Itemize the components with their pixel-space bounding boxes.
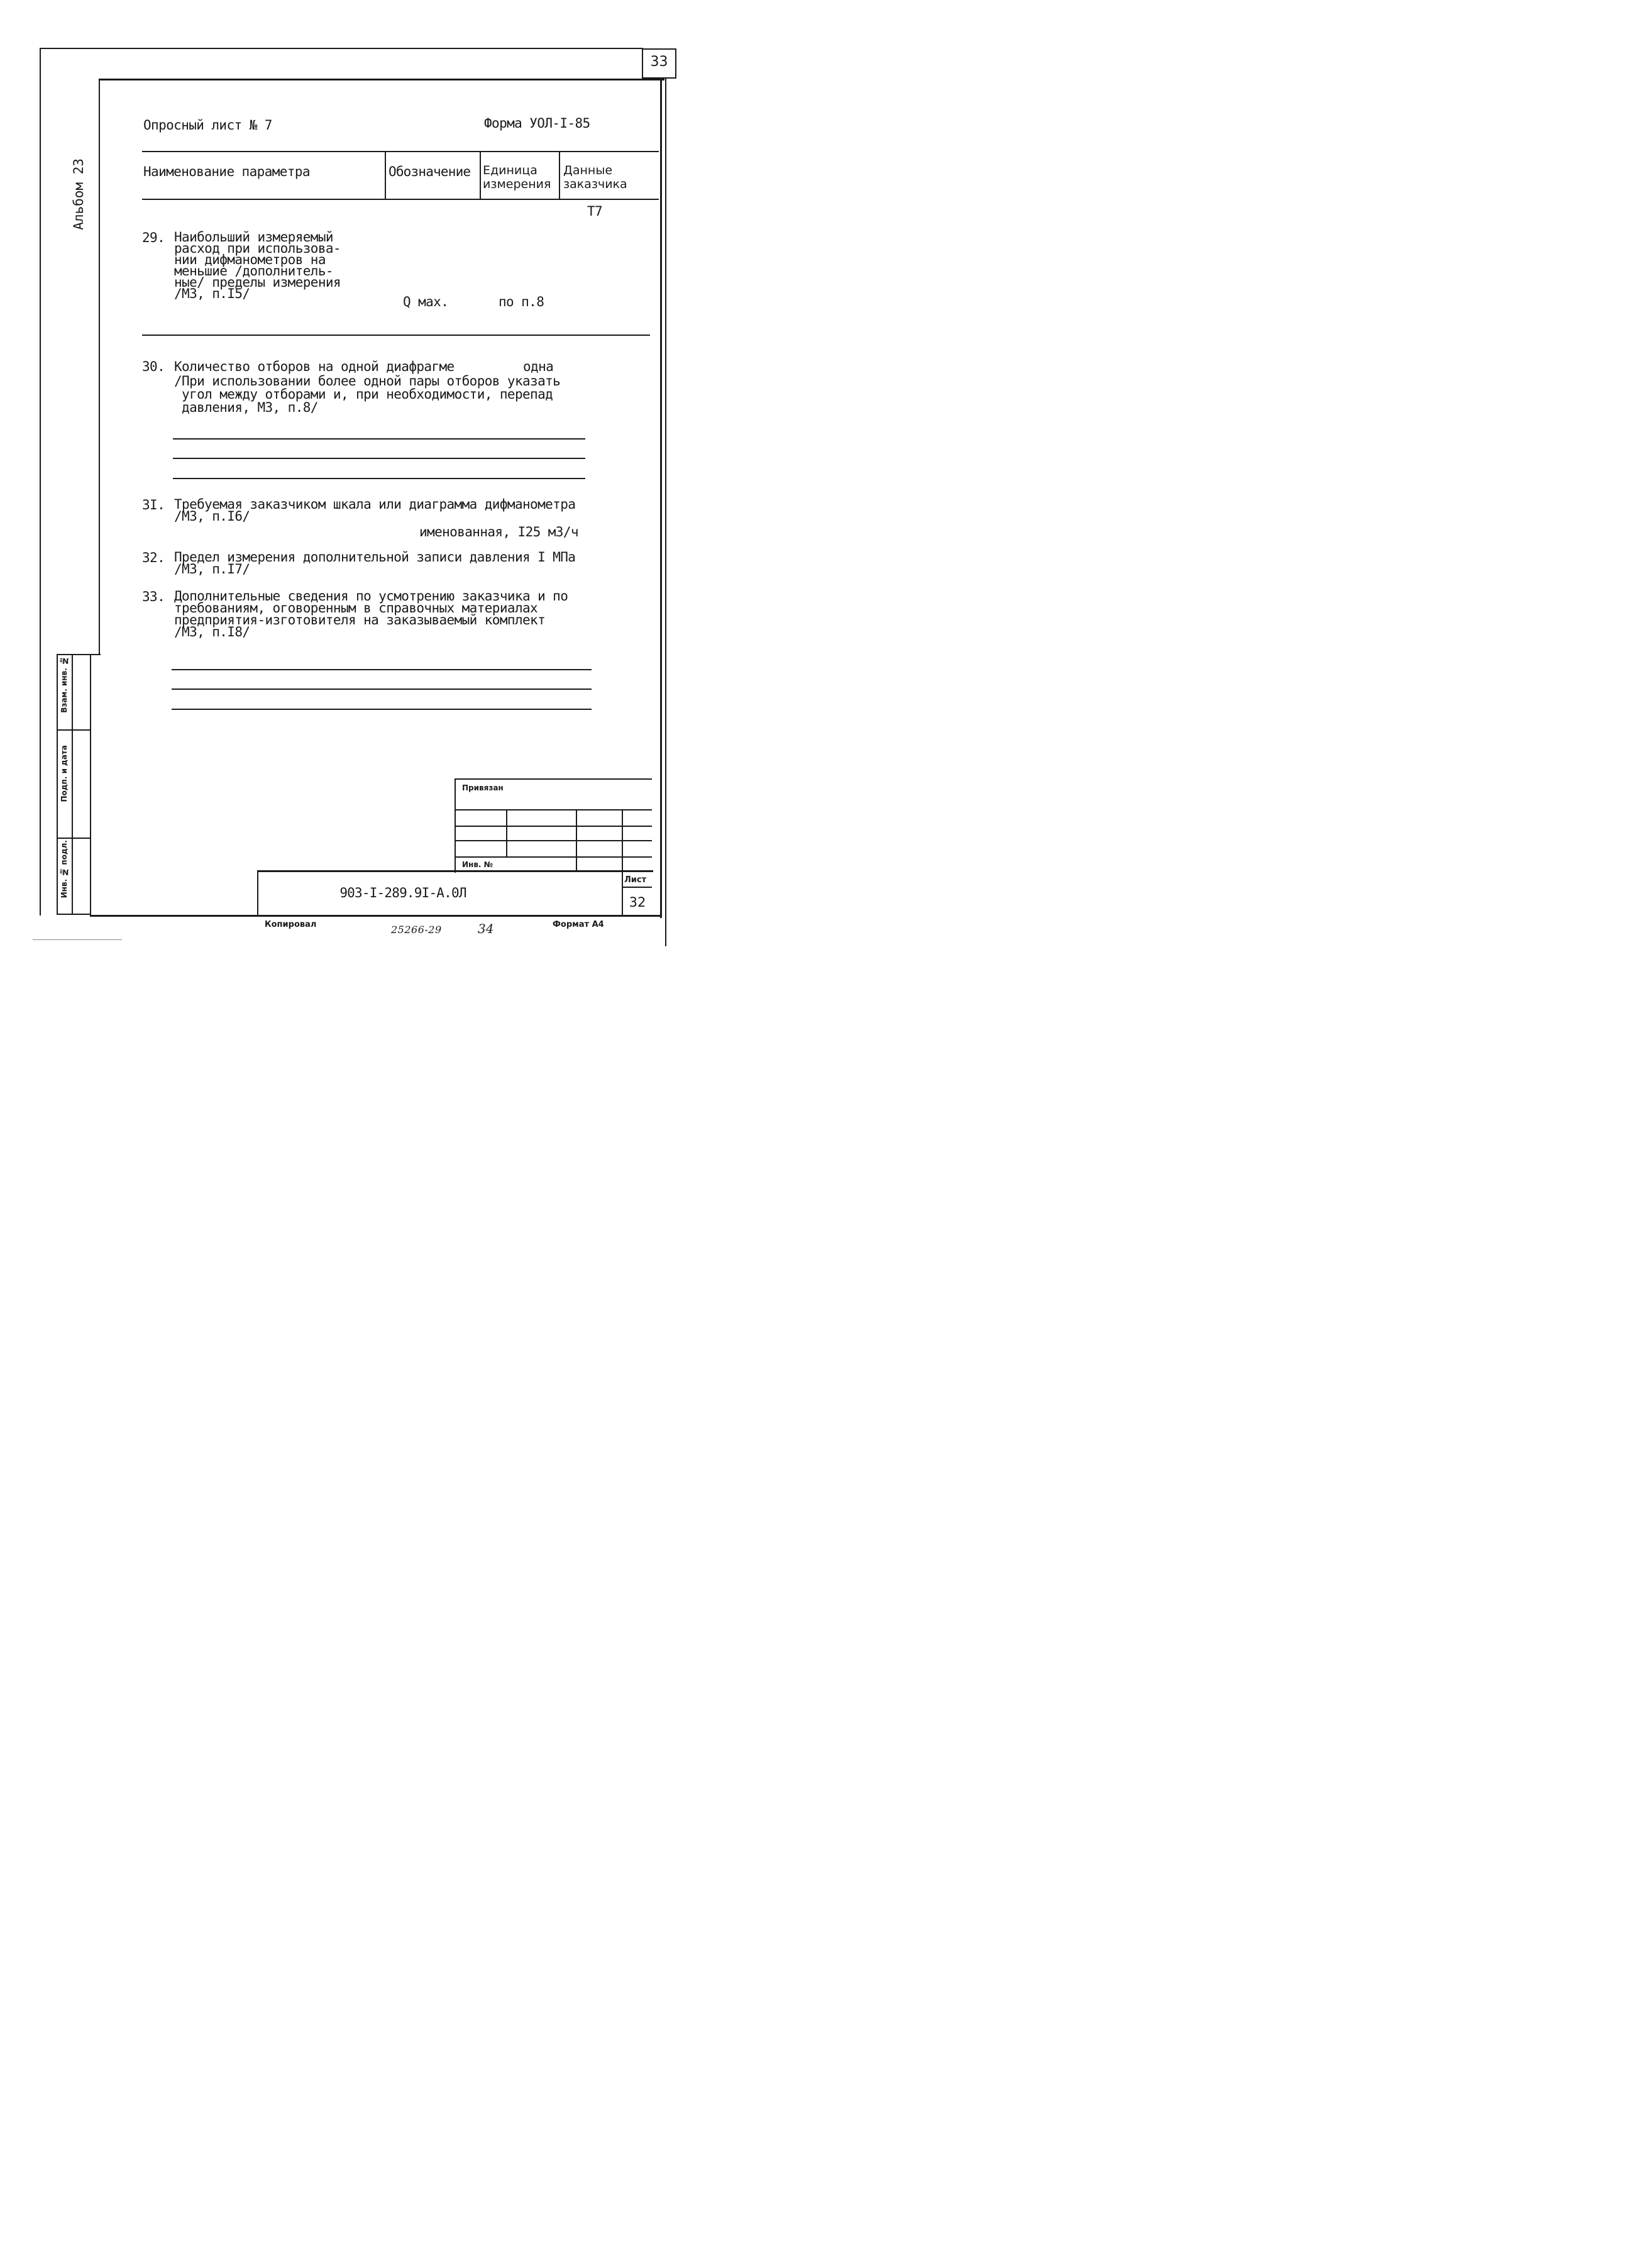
frame-inner-left-line [99, 79, 100, 654]
document-code: 903-I-289.9I-А.0Л [339, 885, 466, 900]
frame-inner-top-line [100, 79, 664, 80]
side-stamp-vzam-inv: Взам. инв. № [60, 656, 69, 713]
item-29-line: ные/ пределы измерения [174, 275, 341, 290]
privyazan-label: Привязан [462, 783, 504, 792]
item-29-value: по п.8 [499, 294, 544, 309]
item-32-line: Предел измерения дополнительной записи давления I МПа [174, 550, 576, 565]
t7-label: Т7 [587, 204, 603, 219]
item-30-number: 30. [142, 359, 165, 374]
item-32-line: /М3, п.I7/ [174, 561, 250, 577]
scan-artifact-line [33, 939, 122, 940]
item-30-line: угол между отборами и, при необходимости, перепад [174, 387, 553, 402]
item-30-line: давления, М3, п.8/ [174, 400, 318, 415]
item-33-fill-line [172, 709, 592, 710]
title-strip-top-line [257, 870, 653, 872]
table-col-divider-3 [559, 151, 560, 200]
item-29-line: /М3, п.I5/ [174, 286, 250, 301]
item-33-line: требованиям, оговоренным в справочных материалах [174, 600, 538, 616]
item-33-line: /М3, п.I8/ [174, 624, 250, 639]
item-31-text [174, 499, 575, 523]
sheet-label: Лист [624, 875, 647, 885]
sheet-number: 32 [629, 895, 646, 910]
item-29-line: меньшие /дополнитель- [174, 263, 333, 279]
item-32-text [174, 551, 575, 575]
item-30-fill-line [173, 438, 585, 440]
item-33-line: предприятия-изготовителя на заказываемый комплект [174, 612, 546, 628]
item-29-line: Наибольший измеряемый [174, 230, 333, 245]
item-30-fill-line [173, 458, 585, 459]
item-30-line: /При использовании более одной пары отборов указать [174, 373, 561, 389]
frame-right-line [660, 79, 662, 918]
footer-number: 25266-29 [391, 924, 442, 936]
item-29-line: расход при использова- [174, 241, 341, 256]
item-29-text [174, 231, 341, 299]
footer-kopiroval: Копировал [265, 920, 317, 929]
side-stamp-divider [72, 654, 73, 915]
item-33-text [174, 590, 568, 638]
side-stamp-divider [57, 838, 91, 839]
item-30-line1: Количество отборов на одной диафрагме [174, 359, 455, 374]
side-stamp-divider [57, 914, 91, 915]
inv-no-label: Инв. № [462, 860, 493, 869]
item-33-number: 33. [142, 589, 165, 604]
frame-right-outer-line [665, 79, 666, 946]
table-header-bottom-line [142, 199, 659, 200]
item-30-text [174, 375, 560, 414]
item-30-value: одна [523, 359, 554, 374]
frame-left-outer-line [40, 48, 41, 915]
col-header-unit-1: Единица [483, 163, 537, 177]
item-31-value: именованная, I25 м3/ч [419, 524, 578, 539]
side-stamp-divider [90, 654, 91, 917]
item-29-symbol: Q мах. [403, 294, 449, 309]
col-header-symbol: Обозначение [389, 164, 471, 179]
item-31-line: Требуемая заказчиком шкала или диаграмма дифманометра [174, 497, 576, 512]
side-stamp-divider [57, 654, 58, 915]
table-col-divider-2 [480, 151, 481, 200]
sheet-box-divider [622, 887, 652, 888]
page-number-top: 33 [650, 54, 668, 70]
item-33-fill-line [172, 689, 592, 690]
col-header-unit-2: измерения [483, 177, 551, 191]
frame-bottom-line [90, 915, 662, 917]
footer-handwritten: 34 [478, 921, 494, 936]
album-label: Альбом 23 [71, 158, 86, 230]
frame-top-line [40, 48, 643, 49]
item-33-fill-line [172, 669, 592, 670]
item-29-line: нии дифманометров на [174, 252, 326, 267]
questionnaire-title: Опросный лист № 7 [143, 118, 272, 133]
item-31-line: /М3, п.I6/ [174, 509, 250, 524]
item-33-line: Дополнительные сведения по усмотрению заказчика и по [174, 589, 568, 604]
side-stamp-inv-podl: Инв. № подл. [60, 840, 69, 899]
item-30-fill-line [173, 478, 585, 479]
col-header-data-1: Данные [563, 163, 613, 177]
side-stamp-podp-data: Подп. и дата [60, 745, 69, 802]
side-stamp-divider [57, 654, 101, 655]
item-29-number: 29. [142, 230, 165, 245]
footer-format: Формат А4 [553, 920, 604, 929]
form-code: Форма УОЛ-I-85 [484, 116, 590, 131]
table-header-top-line [142, 151, 659, 152]
col-header-data-2: заказчика [563, 177, 627, 191]
item-31-number: 3I. [142, 497, 165, 512]
privyazan-col-line [506, 809, 507, 858]
table-col-divider-1 [385, 151, 386, 200]
side-stamp-divider [57, 729, 91, 731]
col-header-name: Наименование параметра [143, 164, 310, 179]
privyazan-col-line [576, 809, 577, 872]
item-29-separator [142, 335, 650, 336]
item-32-number: 32. [142, 550, 165, 565]
